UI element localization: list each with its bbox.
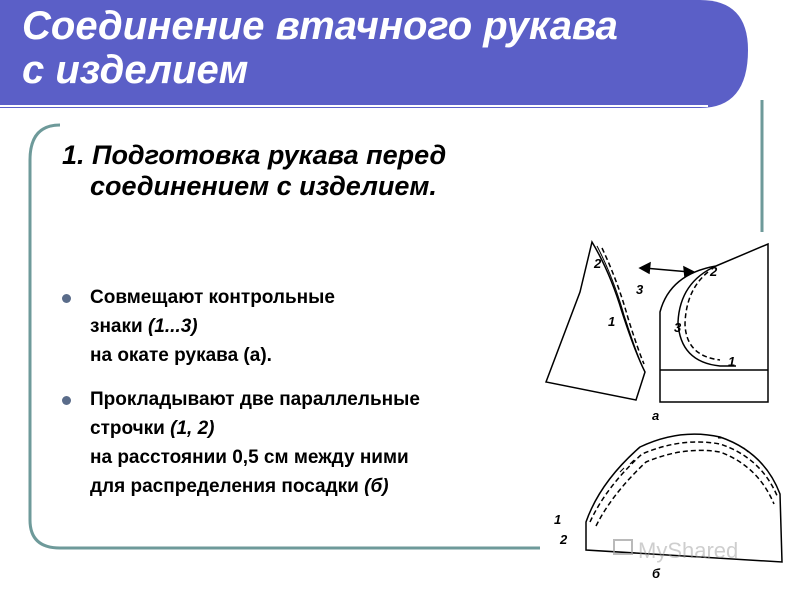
section-heading-line-2: соединением с изделием. <box>90 171 437 201</box>
bullet-text: строчки <box>90 418 171 439</box>
bullet-text-line <box>90 414 582 443</box>
cap-line-1: 1 <box>554 512 562 527</box>
bullet-text: знаки <box>90 316 148 337</box>
sleeve-mark-3: 3 <box>636 282 644 297</box>
watermark-text: MyShared <box>638 538 739 563</box>
section-heading-line-1: 1. Подготовка рукава перед <box>62 140 447 170</box>
section-heading <box>62 140 582 202</box>
figure-label-a: а <box>652 408 660 423</box>
armhole-mark-3: 3 <box>674 320 682 335</box>
bullet-dot <box>62 396 71 405</box>
bullet-text-line: Совмещают контрольные <box>90 287 335 308</box>
armhole-mark-2: 2 <box>710 264 718 279</box>
cap-line-2: 2 <box>560 532 568 547</box>
bullet-text: для распределения посадки <box>90 476 365 497</box>
bullet-text-line: на расстоянии 0,5 см между ними <box>90 447 409 468</box>
sleeve-illustration <box>540 232 800 600</box>
title-line-1: Соединение втачного рукава <box>22 4 618 48</box>
bullet-list <box>62 283 582 501</box>
bullet-text-line <box>90 472 582 501</box>
sleeve-mark-1: 1 <box>608 314 616 329</box>
figure-label-b: б <box>652 566 661 581</box>
bullet-emphasis: (б) <box>364 476 389 497</box>
bullet-item <box>62 283 582 370</box>
bullet-text-line: Прокладывают две параллельные <box>90 389 420 410</box>
title-line-2: с изделием <box>22 48 249 92</box>
bullet-emphasis: (1...3) <box>147 316 198 337</box>
armhole-mark-1: 1 <box>728 354 736 369</box>
bullet-item <box>62 385 582 501</box>
slide-title <box>22 4 722 92</box>
bullet-text-line: на окате рукава (а). <box>90 345 272 366</box>
bullet-emphasis: (1, 2) <box>170 418 215 439</box>
sleeve-mark-2: 2 <box>594 256 602 271</box>
bullet-text-line <box>90 312 582 341</box>
bullet-dot <box>62 294 71 303</box>
